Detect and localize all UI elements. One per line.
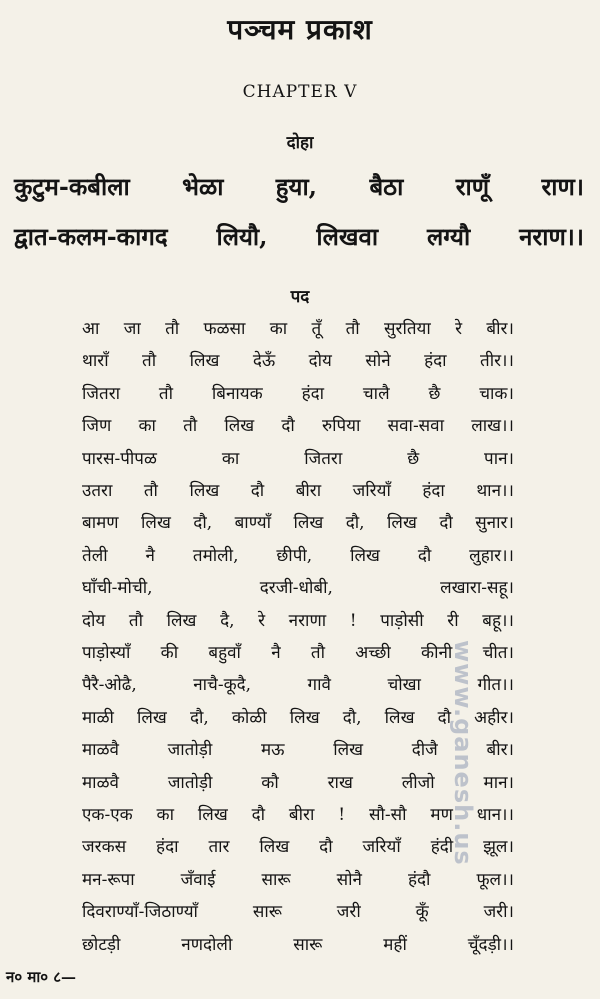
pad-line: जितरा तौ बिनायक हंदा चालै छै चाक।	[82, 383, 514, 404]
pad-line: मन-रूपा जँवाई सारू सोनै हंदौ फूल।।	[82, 869, 514, 890]
chapter-heading-english: CHAPTER V	[242, 82, 358, 102]
pad-line: घाँची-मोची, दरजी-धोबी, लखारा-सहू।	[82, 578, 514, 599]
page-mark: न० मा० ८—	[6, 968, 77, 986]
doha-line: कुटुम-कबीला भेळा हुया, बैठा राणूँ राण।	[14, 172, 584, 201]
pad-line: तेली नै तमोली, छीपी, लिख दौ लुहार।।	[82, 545, 514, 566]
pad-line: पारस-पीपळ का जितरा छै पान।	[82, 448, 514, 469]
pad-line: दोय तौ लिख दै, रे नराणा ! पाड़ोसी री बहू।।	[82, 610, 514, 631]
pad-line: जरकस हंदा तार लिख दौ जरियाँ हंदी झूल।	[82, 837, 514, 858]
pad-line: उतरा तौ लिख दौ बीरा जरियाँ हंदा थान।।	[82, 481, 514, 501]
pad-line: थाराँ तौ लिख देऊँ दोय सोने हंदा तीर।।	[82, 351, 514, 372]
pad-line: छोटड़ी नणदोली सारू महीं चूँदड़ी।।	[82, 934, 514, 955]
pad-line: पाड़ोस्याँ की बहुवाँ नै तौ अच्छी कीनी चीत।	[82, 643, 514, 663]
pad-line: आ जा तौ फळसा का तूँ तौ सुरतिया रे बीर।	[82, 319, 514, 339]
pad-label: पद	[290, 287, 310, 307]
chapter-heading-hindi: पञ्चम प्रकाश	[227, 13, 373, 46]
pad-line: दिवराण्याँ-जिठाण्याँ सारू जरी कूँ जरी।	[82, 902, 514, 923]
pad-line: माळवै जातोड़ी कौ राख लीजो मान।	[82, 772, 514, 793]
doha-label: दोहा	[286, 133, 314, 153]
pad-line: माळवै जातोड़ी मऊ लिख दीजै बीर।	[82, 740, 514, 761]
pad-line: जिण का तौ लिख दौ रुपिया सवा-सवा लाख।।	[82, 416, 514, 437]
pad-line: बामण लिख दौ, बाण्याँ लिख दौ, लिख दौ सुनार।	[82, 513, 514, 534]
pad-line: पैरै-ओढै, नाचै-कूदै, गावै चोखा गीत।।	[82, 675, 514, 696]
pad-line: एक-एक का लिख दौ बीरा ! सौ-सौ मण धान।।	[82, 805, 514, 825]
watermark: www.ganesh.us	[449, 640, 477, 866]
pad-line: माळी लिख दौ, कोळी लिख दौ, लिख दौ अहीर।	[82, 707, 514, 728]
doha-line: द्वात-कलम-कागद लियौ, लिखवा लग्यौ नराण।।	[14, 222, 584, 251]
